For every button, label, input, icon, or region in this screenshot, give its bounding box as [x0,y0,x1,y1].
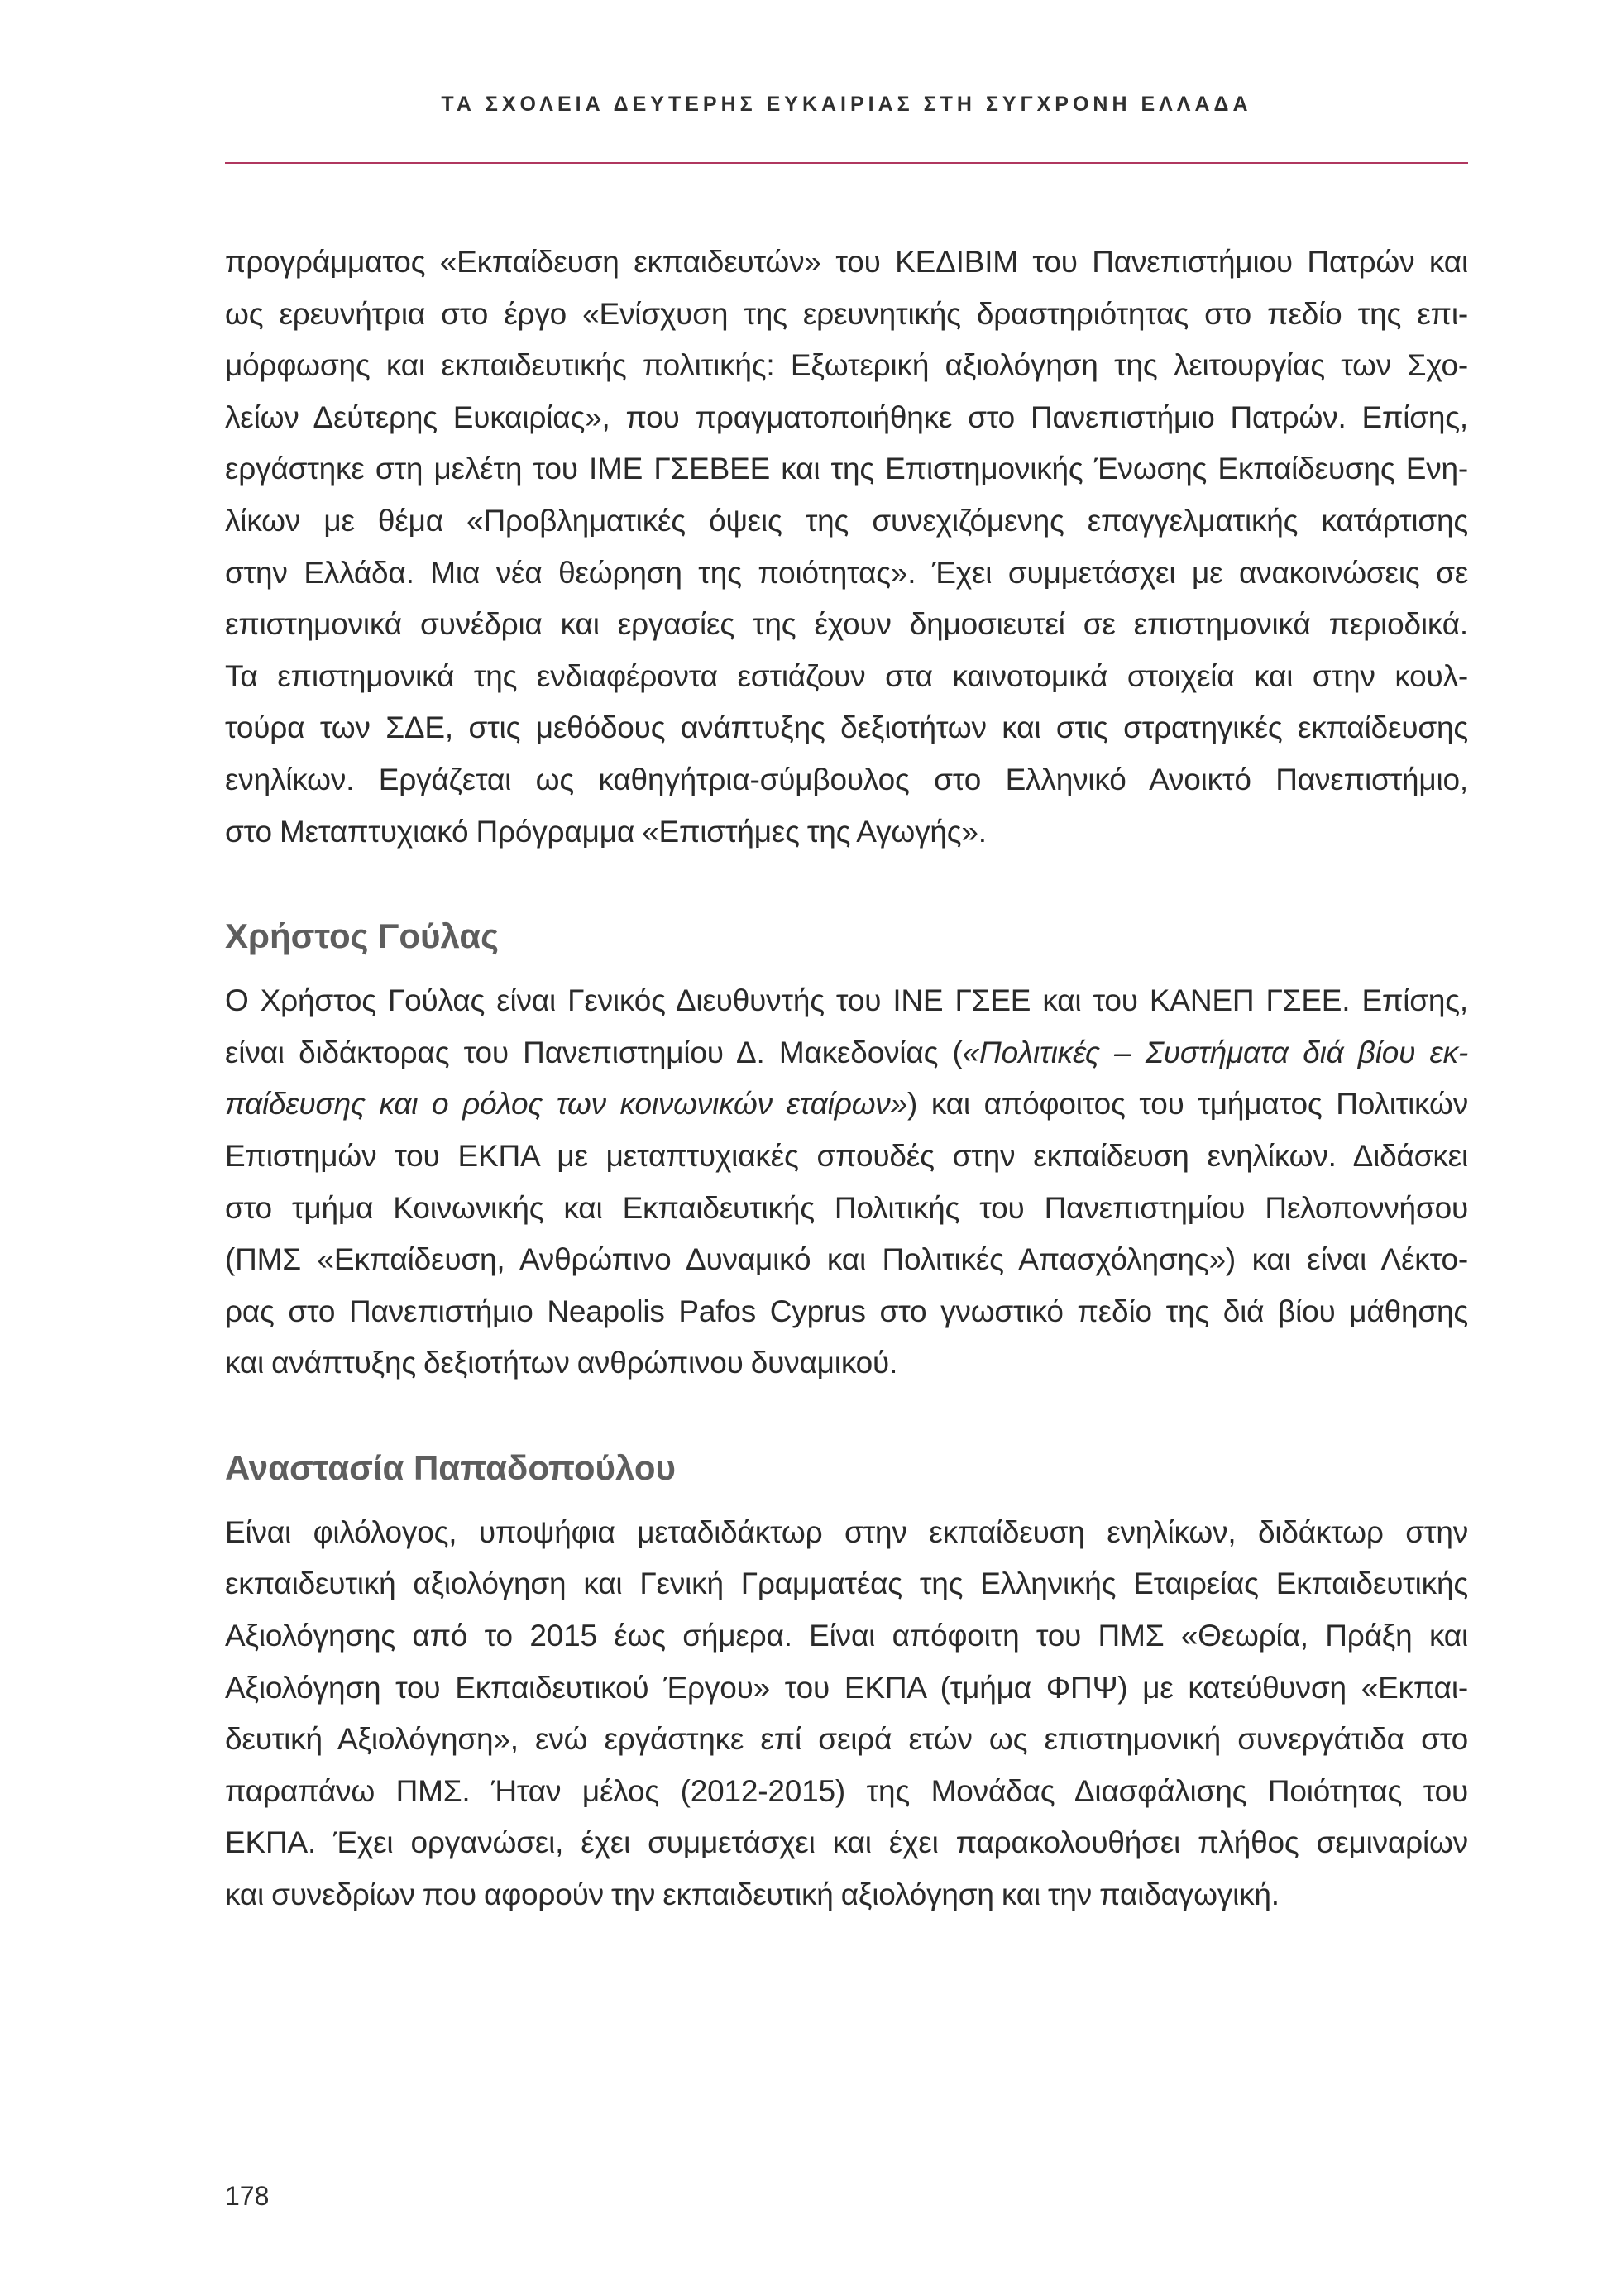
text-line: τούρα των ΣΔΕ, στις μεθόδους ανάπτυξης δεξιοτήτων και στις στρατηγικές εκπαίδευσης [225,710,1468,745]
page-body [225,237,1468,1921]
text-line: (ΠΜΣ «Εκπαίδευση, Ανθρώπινο Δυναμικό και Πολιτικές Απασχόλησης») και είναι Λέκτο- [225,1242,1468,1277]
text-line: λίκων με θέμα «Προβληματικές όψεις της συνεχιζόμενης επαγγελματικής κατάρτισης [225,503,1468,538]
text-line: στο Μεταπτυχιακό Πρόγραμμα «Επιστήμες της Αγωγής». [225,814,987,849]
text-line: λείων Δεύτερης Ευκαιρίας», που πραγματοποιήθηκε στο Πανεπιστήμιο Πατρών. Επίσης, [225,399,1468,434]
text-line: εργάστηκε στη μελέτη του ΙΜΕ ΓΣΕΒΕΕ και της Επιστημονικής Ένωσης Εκπαίδευσης Ενη- [225,452,1468,486]
running-header-title: ΤΑ ΣΧΟΛΕΙΑ ΔΕΥΤΕΡΗΣ ΕΥΚΑΙΡΙΑΣ ΣΤΗ ΣΥΓΧΡΟΝΗ ΕΛΛΑΔΑ [441,93,1252,116]
text-line: επιστημονικά συνέδρια και εργασίες της έχουν δημοσιευτεί σε επιστημονικά περιοδικά. [225,607,1468,642]
section-heading-papadopoulou: Αναστασία Παπαδοπούλου [225,1447,676,1487]
text-line: εκπαιδευτική αξιολόγηση και Γενική Γραμματέας της Ελληνικής Εταιρείας Εκπαιδευτικής [225,1567,1468,1601]
section-heading-goulas: Χρήστος Γούλας [225,916,499,956]
text-line: στο τμήμα Κοινωνικής και Εκπαιδευτικής Πολιτικής του Πανεπιστημίου Πελοποννήσου [225,1190,1468,1225]
text-line: στην Ελλάδα. Μια νέα θεώρηση της ποιότητας». Έχει συμμετάσχει με ανακοινώσεις σε [225,555,1468,590]
text-run: είναι διδάκτορας του Πανεπιστημίου Δ. Μακεδονίας ( [225,1035,963,1069]
text-line: ρας στο Πανεπιστήμιο Neapolis Pafos Cyprus στο γνωστικό πεδίο της διά βίου μάθησης [225,1294,1468,1328]
text-line: ως ερευνήτρια στο έργο «Ενίσχυση της ερευνητικής δραστηριότητας στο πεδίο της επι- [225,296,1468,331]
header-divider [225,162,1468,164]
text-line: Επιστημών του ΕΚΠΑ με μεταπτυχιακές σπουδές στην εκπαίδευση ενηλίκων. Διδάσκει [225,1138,1468,1173]
intro-paragraph [225,237,1468,858]
text-line: Τα επιστημονικά της ενδιαφέροντα εστιάζουν στα καινοτομικά στοιχεία και στην κουλ- [225,658,1468,693]
text-line: Είναι φιλόλογος, υποψήφια μεταδιδάκτωρ στην εκπαίδευση ενηλίκων, διδάκτωρ στην [225,1514,1468,1549]
book-title-italic: «Πολιτικές – Συστήματα διά βίου εκ- [962,1035,1468,1069]
text-line [225,1027,1468,1079]
text-line: προγράμματος «Εκπαίδευση εκπαιδευτών» του ΚΕΔΙΒΙΜ του Πανεπιστήμιου Πατρών και [225,245,1468,279]
book-title-italic: παίδευσης και ο ρόλος των κοινωνικών εταίρων» [225,1087,907,1122]
text-line [225,1079,1468,1131]
text-line: Αξιολόγησης από το 2015 έως σήμερα. Είναι απόφοιτη του ΠΜΣ «Θεωρία, Πράξη και [225,1619,1468,1653]
text-line: Ο Χρήστος Γούλας είναι Γενικός Διευθυντής του ΙΝΕ ΓΣΕΕ και του ΚΑΝΕΠ ΓΣΕΕ. Επίσης, [225,983,1468,1018]
text-line: μόρφωσης και εκπαιδευτικής πολιτικής: Εξωτερική αξιολόγηση της λειτουργίας των Σχο- [225,348,1468,383]
bio-paragraph-papadopoulou [225,1507,1468,1921]
text-line: ΕΚΠΑ. Έχει οργανώσει, έχει συμμετάσχει και έχει παρακολουθήσει πλήθος σεμιναρίων [225,1825,1468,1860]
text-line: Αξιολόγηση του Εκπαιδευτικού Έργου» του ΕΚΠΑ (τμήμα ΦΠΨ) με κατεύθυνση «Εκπαι- [225,1670,1468,1705]
text-line: παραπάνω ΠΜΣ. Ήταν μέλος (2012-2015) της Μονάδας Διασφάλισης Ποιότητας του [225,1773,1468,1808]
text-line: δευτική Αξιολόγηση», ενώ εργάστηκε επί σειρά ετών ως επιστημονική συνεργάτιδα στο [225,1722,1468,1757]
text-line: ενηλίκων. Εργάζεται ως καθηγήτρια-σύμβουλος στο Ελληνικό Ανοικτό Πανεπιστήμιο, [225,762,1468,796]
text-line: και ανάπτυξης δεξιοτήτων ανθρώπινου δυναμικού. [225,1346,898,1380]
text-line: και συνεδρίων που αφορούν την εκπαιδευτική αξιολόγηση και την παιδαγωγική. [225,1877,1280,1912]
page-number: 178 [225,2181,270,2211]
bio-paragraph-goulas [225,975,1468,1390]
text-run: ) και απόφοιτος του τμήματος Πολιτικών [907,1087,1469,1122]
